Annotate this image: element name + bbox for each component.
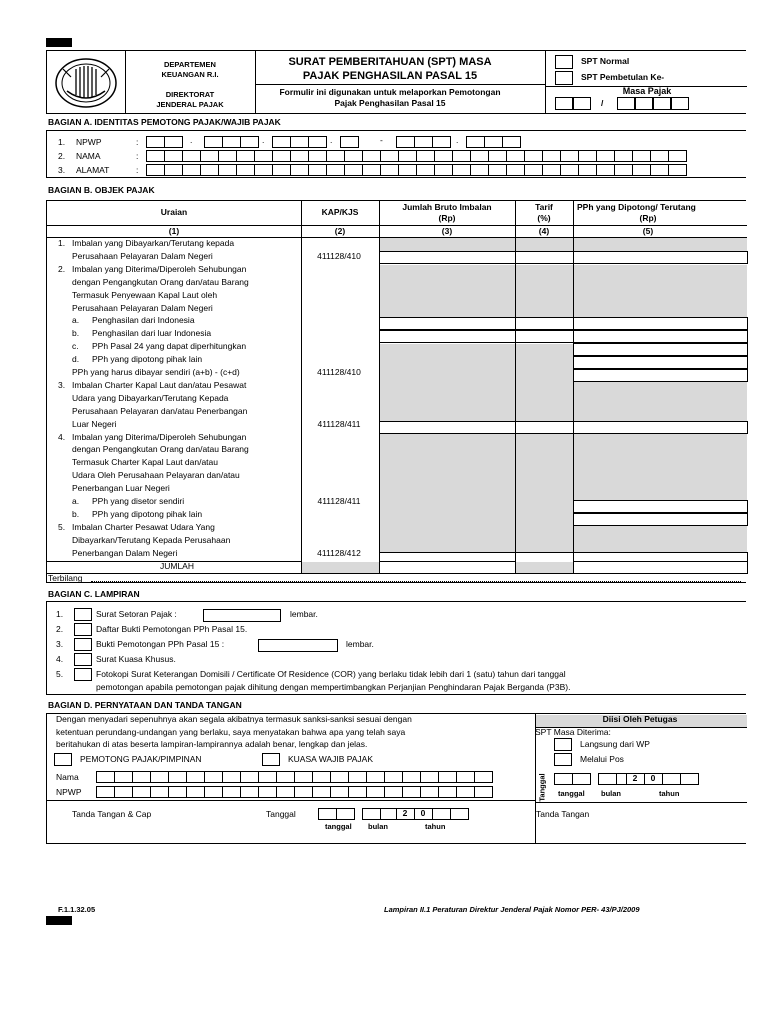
identity-row-colon: : [136,137,139,147]
uraian-item-number: d. [72,354,80,365]
uraian-line: Imbalan yang Dibayarkan/Terutang kepada [72,238,235,248]
alamat-char-26[interactable] [596,164,615,176]
nama-char-16[interactable] [416,150,435,162]
spt-diterima-label: SPT Masa Diterima: [535,727,611,737]
identity-row-label: NPWP [76,137,102,147]
spt-normal-label: SPT Normal [581,56,630,66]
lampiran-item-5-line-2: pemotongan apabila pemotongan pajak dihitung dengan mempertimbangkan Perjanjian Penghindaran Pajak Berganda (P3B). [96,682,571,692]
lampiran-checkbox[interactable] [74,668,92,681]
terbilang-label: Terbilang [48,573,83,583]
petugas-tahun-caption: tahun [659,789,680,798]
ttd-date-year-3[interactable] [432,808,451,820]
kuasa-label: KUASA WAJIB PAJAK [288,754,374,764]
ttd-nama-char-4[interactable] [150,771,169,783]
uraian-item-number: a. [72,315,80,326]
ttd-nama-char-2[interactable] [114,771,133,783]
npwp-digit-e-2[interactable] [414,136,433,148]
ttd-date-day-1[interactable] [318,808,337,820]
pemotong-checkbox[interactable] [54,753,72,766]
ttd-nama-char-6[interactable] [186,771,205,783]
row2a-bruto-input[interactable] [379,317,516,330]
col-tarif-header-1: Tarif [535,202,553,212]
uraian-line: Termasuk Penyewaan Kapal Laut oleh [72,289,218,300]
lampiran-item-number: 2. [56,624,64,634]
date-tahun-caption: tahun [425,822,446,831]
nama-char-2[interactable] [164,150,183,162]
nama-char-25[interactable] [578,150,597,162]
npwp-separator: . [262,135,265,145]
row1-pph-input[interactable] [573,251,748,264]
masa-pajak-box-6[interactable] [671,97,689,110]
npwp-digit-b-3[interactable] [240,136,259,148]
nama-char-28[interactable] [632,150,651,162]
row3-bruto-input[interactable] [379,421,516,434]
ttd-npwp-char-12[interactable] [294,786,313,798]
alamat-char-16[interactable] [416,164,435,176]
alamat-char-13[interactable] [362,164,381,176]
kap-kjs-code: 411128/410 [317,367,361,377]
uraian-item-number: 3. [58,379,66,390]
uraian-line: Udara Oleh Perusahaan Pelayaran dan/atau [72,470,240,481]
lampiran-item-number: 4. [56,654,64,664]
row4b-pph-input[interactable] [573,513,748,526]
ttd-nama-char-7[interactable] [204,771,223,783]
spt-pembetulan-checkbox[interactable] [555,71,573,85]
ttd-date-day-2[interactable] [336,808,355,820]
alamat-char-23[interactable] [542,164,561,176]
nama-char-21[interactable] [506,150,525,162]
nama-label: Nama [56,772,79,782]
nama-char-15[interactable] [398,150,417,162]
nama-char-19[interactable] [470,150,489,162]
col-pph-header-2: (Rp) [639,213,657,223]
alamat-char-4[interactable] [200,164,219,176]
alamat-char-9[interactable] [290,164,309,176]
uraian-item-number: 2. [58,263,66,274]
uraian-line: PPh Pasal 24 yang dapat diperhitungkan [92,341,247,352]
masa-pajak-label: Masa Pajak [622,86,672,96]
section-a-title: BAGIAN A. IDENTITAS PEMOTONG PAJAK/WAJIB PAJAK [48,117,281,127]
row2c-pph-input[interactable] [573,343,748,356]
dept-line-2: KEUANGAN R.I. [161,70,219,79]
alamat-char-22[interactable] [524,164,543,176]
alamat-char-20[interactable] [488,164,507,176]
pemotong-label: PEMOTONG PAJAK/PIMPINAN [80,754,202,764]
identity-row-label: ALAMAT [76,165,110,175]
ttd-npwp-char-1[interactable] [96,786,115,798]
ttd-npwp-char-9[interactable] [240,786,259,798]
statement-line-2: ketentuan perundang-undangan yang berlaku, saya menyatakan bahwa apa yang telah saya [56,727,406,737]
nama-char-27[interactable] [614,150,633,162]
petugas-date-month-1[interactable] [598,773,617,785]
npwp-separator: . [190,135,193,145]
ttd-nama-char-14[interactable] [330,771,349,783]
petugas-tanggal-vertical: Tanggal [537,773,547,802]
uraian-line: PPh yang disetor sendiri [92,496,185,506]
uraian-line: Penghasilan dari luar Indonesia [92,328,212,339]
regulation-reference: Lampiran II.1 Peraturan Direktur Jenderal Pajak Nomor PER- 43/PJ/2009 [384,905,640,914]
uraian-item-number: a. [72,496,80,506]
alamat-char-5[interactable] [218,164,237,176]
jumlah-label: JUMLAH [159,561,194,571]
col-pph-header-1: PPh yang Dipotong/ Terutang [577,202,696,212]
kap-kjs-code: 411128/411 [317,496,361,506]
npwp-digit-f-3[interactable] [502,136,521,148]
nama-char-17[interactable] [434,150,453,162]
row2b-pph-input[interactable] [573,330,748,343]
ttd-npwp-char-15[interactable] [348,786,367,798]
ttd-npwp-char-17[interactable] [384,786,403,798]
lampiran-item-text: Daftar Bukti Pemotongan PPh Pasal 15. [96,624,248,634]
identity-row-label: NAMA [76,151,101,161]
nama-char-29[interactable] [650,150,669,162]
npwp-separator: . [456,135,459,145]
uraian-item-number: b. [72,508,80,519]
dir-line-1: DIREKTORAT [165,90,215,99]
lampiran-checkbox[interactable] [74,653,92,666]
lampiran-item-text: Surat Setoran Pajak : [96,609,177,619]
pos-label: Melalui Pos [580,754,624,764]
form-title-1: SURAT PEMBERITAHUAN (SPT) MASA [288,56,492,68]
npwp-digit-1[interactable] [146,136,165,148]
uraian-line: Penerbangan Dalam Negeri [72,547,178,558]
kap-kjs-code: 411128/410 [317,250,361,261]
kap-kjs-code: 411128/412 [317,547,361,558]
ttd-nama-char-11[interactable] [276,771,295,783]
alamat-char-17[interactable] [434,164,453,176]
uraian-line: dengan Pengangkutan Orang dan/atau Barang [72,276,249,287]
uraian-item-number: c. [72,341,79,352]
nama-char-1[interactable] [146,150,165,162]
nama-char-5[interactable] [218,150,237,162]
corner-mark-bottom [46,916,72,925]
corner-mark-top [46,38,72,47]
masa-pajak-box-3[interactable] [617,97,635,110]
ttd-date-year-4[interactable] [450,808,469,820]
ttd-nama-char-10[interactable] [258,771,277,783]
petugas-date-year-3[interactable] [662,773,681,785]
npwp-digit-2[interactable] [164,136,183,148]
uraian-line: Dibayarkan/Terutang Kepada Perusahaan [72,534,231,545]
row2b-tarif-input[interactable] [515,330,574,343]
tanggal-label: Tanggal [266,809,296,819]
petugas-date-day-1[interactable] [554,773,573,785]
petugas-date-day-2[interactable] [572,773,591,785]
uraian-item-number: 1. [58,238,66,248]
nama-char-8[interactable] [272,150,291,162]
dir-line-2: JENDERAL PAJAK [156,100,224,109]
uraian-line: Imbalan yang Diterima/Diperoleh Sehubungan [72,263,247,274]
ttd-npwp-char-19[interactable] [420,786,439,798]
ttd-cap-label: Tanda Tangan & Cap [72,809,152,819]
ttd-nama-char-3[interactable] [132,771,151,783]
alamat-char-11[interactable] [326,164,345,176]
identity-row-colon: : [136,165,139,175]
nama-char-6[interactable] [236,150,255,162]
nama-char-23[interactable] [542,150,561,162]
colnum-3: (3) [441,226,453,236]
uraian-line: Udara yang Dibayarkan/Terutang Kepada [72,392,229,403]
npwp-digit-c-2[interactable] [290,136,309,148]
ttd-npwp-char-18[interactable] [402,786,421,798]
ttd-nama-char-18[interactable] [402,771,421,783]
uraian-line: Imbalan Charter Pesawat Udara Yang [72,521,215,532]
ttd-npwp-char-7[interactable] [204,786,223,798]
uraian-line: Penghasilan dari Indonesia [92,315,195,326]
npwp-label: NPWP [56,787,82,797]
petugas-year-digit: 0 [650,773,656,783]
ttd-nama-char-20[interactable] [438,771,457,783]
ttd-npwp-char-14[interactable] [330,786,349,798]
row1-bruto-input[interactable] [379,251,516,264]
langsung-checkbox[interactable] [554,738,572,751]
nama-char-7[interactable] [254,150,273,162]
alamat-char-29[interactable] [650,164,669,176]
uraian-line: Perusahaan Pelayaran Dalam Negeri [72,302,213,313]
form-subtitle-1: Formulir ini digunakan untuk melaporkan Pemotongan [279,87,501,97]
masa-pajak-box-5[interactable] [653,97,671,110]
colnum-2: (2) [334,226,346,236]
ttd-nama-char-8[interactable] [222,771,241,783]
ttd-npwp-char-22[interactable] [474,786,493,798]
ttd-npwp-char-5[interactable] [168,786,187,798]
ttd-npwp-char-10[interactable] [258,786,277,798]
alamat-char-25[interactable] [578,164,597,176]
ttd-nama-char-12[interactable] [294,771,313,783]
alamat-char-12[interactable] [344,164,363,176]
row3-tarif-input[interactable] [515,421,574,434]
spt-pembetulan-label: SPT Pembetulan Ke- [581,72,665,82]
nama-char-4[interactable] [200,150,219,162]
ttd-year-digit: 0 [420,808,426,818]
ttd-npwp-char-3[interactable] [132,786,151,798]
ttd-nama-char-15[interactable] [348,771,367,783]
nama-char-13[interactable] [362,150,381,162]
spt-normal-checkbox[interactable] [555,55,573,69]
bukti-potong-lembar-input[interactable] [258,639,338,652]
date-bulan-caption: bulan [368,822,388,831]
lampiran-checkbox[interactable] [74,623,92,636]
alamat-char-18[interactable] [452,164,471,176]
alamat-char-1[interactable] [146,164,165,176]
petugas-year-digit: 2 [632,773,638,783]
form-header [46,50,746,114]
dept-line-1: DEPARTEMEN [164,60,216,69]
row2a-pph-input[interactable] [573,317,748,330]
col-uraian-header: Uraian [160,207,188,217]
row2b-bruto-input[interactable] [379,330,516,343]
nama-char-22[interactable] [524,150,543,162]
ttd-date-month-1[interactable] [362,808,381,820]
uraian-line: Imbalan yang Diterima/Diperoleh Sehubungan [72,431,247,442]
ttd-npwp-char-13[interactable] [312,786,331,798]
lampiran-item-number: 5. [56,669,64,679]
colnum-5: (5) [642,226,654,236]
ttd-nama-char-22[interactable] [474,771,493,783]
col-kap-header: KAP/KJS [321,207,359,217]
alamat-char-3[interactable] [182,164,201,176]
nama-char-10[interactable] [308,150,327,162]
masa-pajak-box-4[interactable] [635,97,653,110]
uraian-line: Penerbangan Luar Negeri [72,483,170,494]
npwp-digit-d-1[interactable] [340,136,359,148]
ttd-nama-char-17[interactable] [384,771,403,783]
ttd-nama-char-9[interactable] [240,771,259,783]
uraian-item-number: 5. [58,521,66,532]
uraian-item-number: b. [72,328,80,339]
ttd-npwp-char-16[interactable] [366,786,385,798]
npwp-digit-b-2[interactable] [222,136,241,148]
section-c-title: BAGIAN C. LAMPIRAN [48,589,140,599]
masa-pajak-box-2[interactable] [573,97,591,110]
colnum-4: (4) [538,226,550,236]
lampiran-item-suffix: lembar. [290,609,318,619]
row2a-tarif-input[interactable] [515,317,574,330]
ttd-npwp-char-6[interactable] [186,786,205,798]
ttd-npwp-char-8[interactable] [222,786,241,798]
npwp-separator: . [330,135,333,145]
uraian-line: PPh yang dipotong pihak lain [92,354,203,365]
terbilang-dotted-line[interactable] [91,581,741,582]
petugas-title: Diisi Oleh Petugas [602,714,678,724]
date-tanggal-caption: tanggal [325,822,352,831]
identity-row-number: 2. [58,151,66,161]
lampiran-item-suffix: lembar. [346,639,374,649]
kap-kjs-code: 411128/411 [317,418,361,429]
ttd-npwp-char-4[interactable] [150,786,169,798]
form-subtitle-2: Pajak Penghasilan Pasal 15 [334,98,446,108]
npwp-digit-b-1[interactable] [204,136,223,148]
col-bruto-header-1: Jumlah Bruto Imbalan [402,202,492,212]
petugas-ttd-label: Tanda Tangan [536,809,590,819]
npwp-digit-f-2[interactable] [484,136,503,148]
alamat-char-24[interactable] [560,164,579,176]
uraian-line: Perusahaan Pelayaran dan/atau Penerbangan [72,405,248,416]
uraian-line: Termasuk Charter Kapal Laut dan/atau [72,457,219,468]
col-bruto-header-2: (Rp) [438,213,456,223]
row2d-pph-input[interactable] [573,356,748,369]
ttd-nama-char-1[interactable] [96,771,115,783]
lampiran-checkbox[interactable] [74,638,92,651]
ttd-npwp-char-21[interactable] [456,786,475,798]
lampiran-item-text: Fotokopi Surat Keterangan Domisili / Certificate Of Residence (COR) yang berlaku tidak lebih dari 1 (satu) tahun dari tanggal [96,669,566,679]
identity-row-number: 1. [58,137,66,147]
nama-char-20[interactable] [488,150,507,162]
nama-char-30[interactable] [668,150,687,162]
nama-char-3[interactable] [182,150,201,162]
nama-char-12[interactable] [344,150,363,162]
langsung-label: Langsung dari WP [580,739,650,749]
lampiran-checkbox[interactable] [74,608,92,621]
lampiran-item-number: 3. [56,639,64,649]
npwp-digit-c-1[interactable] [272,136,291,148]
alamat-char-14[interactable] [380,164,399,176]
lampiran-item-number: 1. [56,609,64,619]
alamat-char-15[interactable] [398,164,417,176]
logo-emblem-icon [53,55,119,109]
alamat-char-30[interactable] [668,164,687,176]
alamat-char-8[interactable] [272,164,291,176]
npwp-digit-c-3[interactable] [308,136,327,148]
alamat-char-28[interactable] [632,164,651,176]
npwp-digit-f-1[interactable] [466,136,485,148]
alamat-char-7[interactable] [254,164,273,176]
npwp-digit-e-1[interactable] [396,136,415,148]
alamat-char-19[interactable] [470,164,489,176]
nama-char-11[interactable] [326,150,345,162]
alamat-char-10[interactable] [308,164,327,176]
npwp-separator: - [380,135,383,145]
nama-char-24[interactable] [560,150,579,162]
form-title-2: PAJAK PENGHASILAN PASAL 15 [302,70,478,82]
alamat-char-21[interactable] [506,164,525,176]
identity-row-number: 3. [58,165,66,175]
alamat-char-6[interactable] [236,164,255,176]
nama-char-9[interactable] [290,150,309,162]
uraian-line: Perusahaan Pelayaran Dalam Negeri [72,250,213,261]
row2-total-pph-input[interactable] [573,369,748,382]
ttd-npwp-char-20[interactable] [438,786,457,798]
lampiran-item-text: Surat Kuasa Khusus. [96,654,176,664]
masa-pajak-box-1[interactable] [555,97,573,110]
col-tarif-header-2: (%) [537,213,551,223]
row4a-pph-input[interactable] [573,500,748,513]
ttd-year-digit: 2 [402,808,408,818]
petugas-tanggal-caption: tanggal [558,789,585,798]
statement-line-3: beritahukan di atas beserta lampiran-lampirannya adalah benar, lengkap dan jelas. [56,739,368,749]
nama-char-26[interactable] [596,150,615,162]
petugas-bulan-caption: bulan [601,789,621,798]
uraian-line: dengan Pengangkutan Orang dan/atau Barang [72,444,249,455]
kuasa-checkbox[interactable] [262,753,280,766]
nama-char-14[interactable] [380,150,399,162]
ttd-nama-char-16[interactable] [366,771,385,783]
ttd-nama-char-21[interactable] [456,771,475,783]
uraian-line: Luar Negeri [72,418,117,429]
row1-tarif-input[interactable] [515,251,574,264]
statement-line-1: Dengan menyadari sepenuhnya akan segala akibatnya termasuk sanksi-sanksi sesuai dengan [56,714,412,724]
npwp-digit-e-3[interactable] [432,136,451,148]
uraian-line: PPh yang dipotong pihak lain [92,508,203,519]
ttd-nama-char-5[interactable] [168,771,187,783]
ssp-lembar-input[interactable] [203,609,281,622]
uraian-line: Imbalan Charter Kapal Laut dan/atau Pesawat [72,379,247,390]
ttd-nama-char-13[interactable] [312,771,331,783]
pos-checkbox[interactable] [554,753,572,766]
ttd-npwp-char-2[interactable] [114,786,133,798]
lampiran-item-text: Bukti Pemotongan PPh Pasal 15 : [96,639,225,649]
ttd-nama-char-19[interactable] [420,771,439,783]
identity-row-colon: : [136,151,139,161]
uraian-line: PPh yang harus dibayar sendiri (a+b) - (c+d) [72,367,240,377]
colnum-1: (1) [168,226,180,236]
section-d-title: BAGIAN D. PERNYATAAN DAN TANDA TANGAN [48,700,242,710]
alamat-char-2[interactable] [164,164,183,176]
masa-pajak-slash: / [601,98,604,108]
section-b-title: BAGIAN B. OBJEK PAJAK [48,185,155,195]
row3-pph-input[interactable] [573,421,748,434]
ttd-npwp-char-11[interactable] [276,786,295,798]
nama-char-18[interactable] [452,150,471,162]
form-code: F.1.1.32.05 [58,905,96,914]
alamat-char-27[interactable] [614,164,633,176]
petugas-date-year-4[interactable] [680,773,699,785]
uraian-item-number: 4. [58,431,66,442]
